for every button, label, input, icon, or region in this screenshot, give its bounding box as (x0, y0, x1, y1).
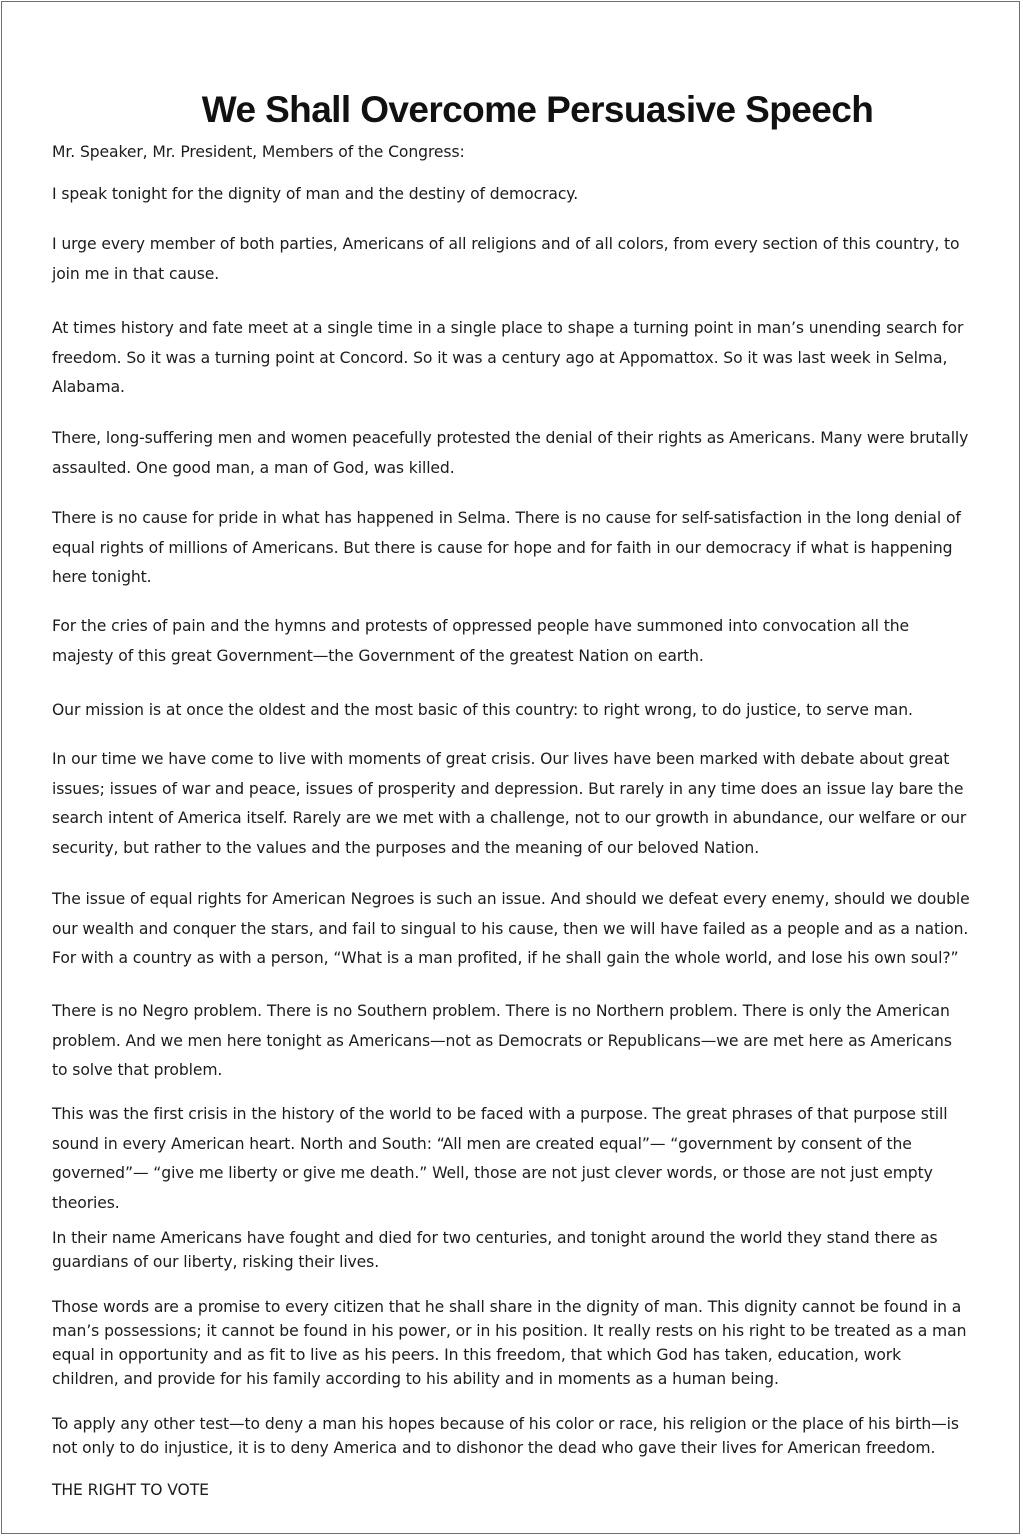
paragraph-11: This was the first crisis in the history of the world to be faced with a purpose. The great phrases of that purpose still sound in every American heart. North and South: “All men are created equal”— “government by consent of the governed”— “give me liberty or give me death.” Well, those are not just clever words, or those are not just empty theories. (52, 1105, 948, 1212)
paragraph-13: Those words are a promise to every citizen that he shall share in the dignity of man. This dignity cannot be found in a man’s possessions; it cannot be found in his power, or in his position. It really rests on his right to be treated as a man equal in opportunity and as fit to live as his peers. In this freedom, that which God has taken, education, work children, and provide for his family according to his ability and in moments as a human being. (52, 1298, 967, 1388)
paragraph-10: There is no Negro problem. There is no Southern problem. There is no Northern problem. There is only the American problem. And we men here tonight as Americans—not as Democrats or Republicans—we are met here as Americans to solve that problem. (52, 1002, 952, 1079)
paragraph-14: To apply any other test—to deny a man his hopes because of his color or race, his religion or the place of his birth—is not only to do injustice, it is to deny America and to dishonor the dead who gave their lives for American freedom. (52, 1415, 959, 1457)
paragraph-4: There, long-suffering men and women peacefully protested the denial of their rights as Americans. Many were brutally assaulted. One good man, a man of God, was killed. (52, 429, 969, 477)
paragraph-12: In their name Americans have fought and died for two centuries, and tonight around the world they stand there as guardians of our liberty, risking their lives. (52, 1229, 938, 1271)
document-title: We Shall Overcome Persuasive Speech (201, 88, 874, 130)
paragraph-5: There is no cause for pride in what has happened in Selma. There is no cause for self-satisfaction in the long denial of equal rights of millions of Americans. But there is cause for hope and for faith in our democracy if what is happening here tonight. (52, 509, 961, 586)
paragraph-9: The issue of equal rights for American Negroes is such an issue. And should we defeat every enemy, should we double our wealth and conquer the stars, and fail to singual to his cause, then we will have failed as a people and as a nation. For with a country as with a person, “What is a man profited, if he shall gain the whole world, and lose his own soul?” (52, 890, 970, 967)
paragraph-2: I urge every member of both parties, Americans of all religions and of all colors, from every section of this country, to join me in that cause. (52, 235, 960, 283)
salutation-paragraph: Mr. Speaker, Mr. President, Members of the Congress: (52, 143, 465, 161)
paragraph-6: For the cries of pain and the hymns and protests of oppressed people have summoned into convocation all the majesty of this great Government—the Government of the greatest Nation on earth. (52, 617, 910, 665)
paragraph-1: I speak tonight for the dignity of man and the destiny of democracy. (52, 185, 579, 203)
paragraph-8: In our time we have come to live with moments of great crisis. Our lives have been marked with debate about great issues; issues of war and peace, issues of prosperity and depression. But rarely in any time does an issue lay bare the search intent of America itself. Rarely are we met with a challenge, not to our growth in abundance, our welfare or our security, but rather to the values and the purposes and the meaning of our beloved Nation. (52, 750, 967, 857)
paragraph-7: Our mission is at once the oldest and the most basic of this country: to right wrong, to do justice, to serve man. (52, 701, 913, 719)
paragraph-3: At times history and fate meet at a single time in a single place to shape a turning point in man’s unending search for freedom. So it was a turning point at Concord. So it was a century ago at Appomattox. So it was last week in Selma, Alabama. (52, 319, 964, 396)
section-heading-right-to-vote: THE RIGHT TO VOTE (52, 1481, 209, 1499)
